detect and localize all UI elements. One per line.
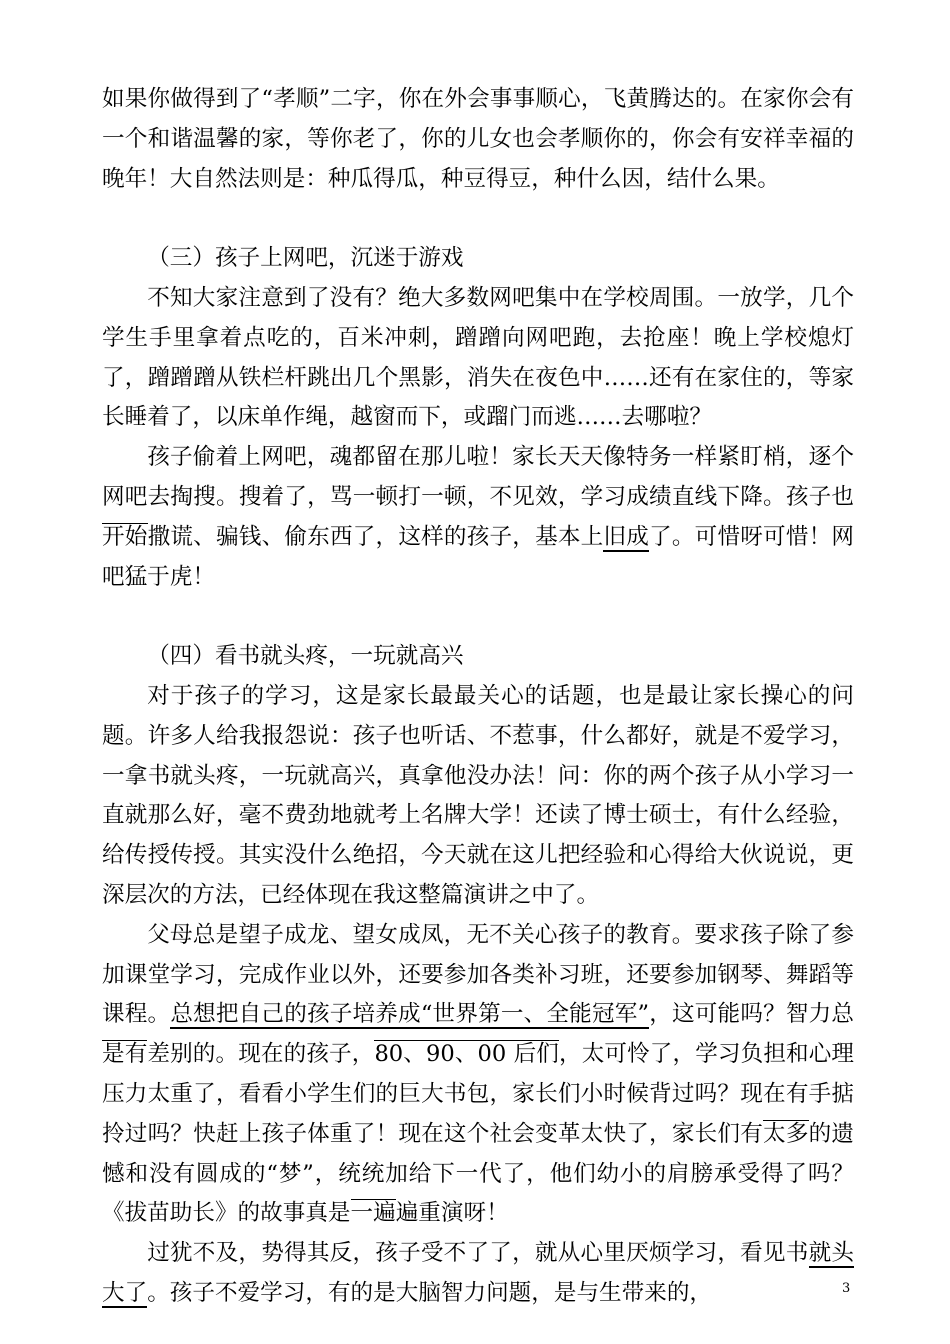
section-heading-study: （四）看书就头疼，一玩就高兴 <box>147 643 464 670</box>
paragraph-filial-conclusion: 如果你做得到了“孝顺”二字，你在外会事事顺心，飞黄腾达的。在家你会有一个和谐温馨的家，等你老了，你的儿女也会孝顺你的，你会有安祥幸福的晚年！大自然法则是：种瓜得瓜，种豆得豆，种什么因，结什么果。 <box>102 86 854 192</box>
underlined-text: 总想把自己的孩子培养成“世界第一、全能冠军” <box>170 1001 650 1028</box>
paragraph-study-concern: 对于孩子的学习，这是家长最最关心的话题，也是最让家长操心的问题。许多人给我报怨说：孩子也听话、不惹事，什么都好，就是不爱学习，一拿书就头疼，一玩就高兴，真拿他没办法！问：你的两个孩子从小学习一直就那么好，毫不费劲地就考上名牌大学！还读了博士硕士，有什么经验，给传授传授。其实没什么绝招，今天就在这儿把经验和心得给大伙说说，更深层次的方法，已经体现在我这整篇演讲之中了。 <box>102 682 854 908</box>
text-run: 。孩子不爱学习，有的是大脑智力问题，是与生带来的， <box>147 1279 713 1306</box>
overlined-text: 80、90、00 后们 <box>374 1041 559 1068</box>
paragraph-internet-cafe-intro: 不知大家注意到了没有？绝大多数网吧集中在学校周围。一放学，几个学生手里拿着点吃的，百米冲刺，蹭蹭向网吧跑，去抢座！晚上学校熄灯了，蹭蹭蹭从铁栏杆跳出几个黑影，消失在夜色中……还有在家住的，等家长睡着了，以床单作绳，越窗而下，或蹓门而逃……去哪啦？ <box>102 284 854 431</box>
text-run: 父母总是望子成龙、望女成凤，无不关心孩子的教育。要求孩子除了参加课堂学习，完成作业以外，还要参加各类补习班，还要参加钢琴、舞蹈等课程。 <box>102 921 854 1028</box>
text-run: 过犹不及，势得其反，孩子受不了了，就从心里厌烦学习，看见书 <box>147 1240 809 1267</box>
page-number: 3 <box>842 1281 851 1296</box>
underlined-text: 旧成 <box>603 523 650 550</box>
document-body <box>102 80 854 1314</box>
paragraph-gap <box>102 199 854 239</box>
overlined-text: 太多 <box>763 1120 809 1147</box>
overlined-text: 一遍 <box>350 1200 396 1227</box>
overlined-text: 开始 <box>102 523 148 550</box>
paragraph-internet-cafe-consequence <box>102 438 854 597</box>
section-heading-internet-cafe: （三）孩子上网吧，沉迷于游戏 <box>147 245 464 272</box>
text-run: ，这可能吗？智力总 <box>649 1001 855 1028</box>
text-run: 遍重演呀！ <box>395 1200 509 1227</box>
text-run: 孩子偷着上网吧，魂都留在那儿啦！家长天天像特务一样紧盯梢，逐个网吧去掏搜。搜着了，骂一顿打一顿，不见效，学习成绩直线下降。孩子也 <box>102 444 854 510</box>
text-run: 的遗憾和没有圆成的“梦”，统统加给下一代了，他们幼小的肩膀承受得了吗？《拔苗助长》的故事真是 <box>102 1120 855 1227</box>
text-run: 了。可惜呀可惜！网吧猛于虎！ <box>102 523 855 590</box>
text-run: 撒谎、骗钱、偷东西了，这样的孩子，基本上 <box>147 523 604 550</box>
underlined-text: 就头大了 <box>102 1240 855 1306</box>
text-run: ，太可怜了，学习负担和心理压力太重了，看看小学生们的巨大书包，家长们小时候背过吗？现在有手掂拎过吗？快赶上孩子体重了！现在这个社会变革太快了，家长们有 <box>102 1041 855 1147</box>
text-run: 差别的。现在的孩子， <box>147 1041 375 1068</box>
overlined-text: 是有 <box>102 1041 148 1068</box>
paragraph-excess-backfires <box>102 1234 854 1314</box>
paragraph-gap <box>102 597 854 637</box>
paragraph-parents-expectations <box>102 916 854 1234</box>
